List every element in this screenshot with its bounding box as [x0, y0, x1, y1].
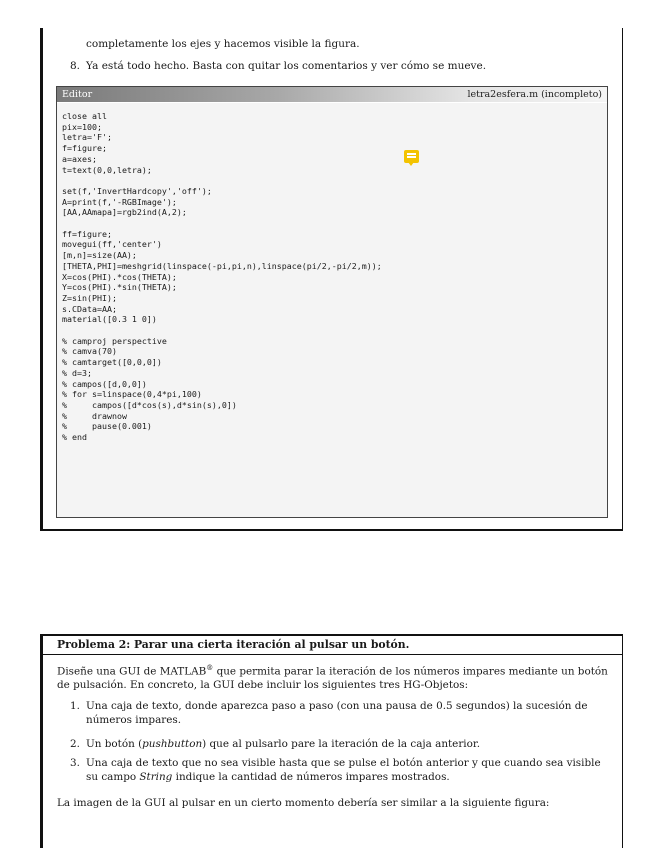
- lower-box-header-divider: [40, 654, 623, 655]
- problem-2-closing: La imagen de la GUI al pulsar en un cierto momento debería ser similar a la siguiente figura:: [57, 797, 550, 809]
- upper-box-right-border: [622, 28, 623, 530]
- list-item-number: 3.: [70, 757, 80, 769]
- code-area: [57, 103, 607, 517]
- continued-step-text: completamente los ejes y hacemos visible la figura.: [86, 38, 360, 50]
- upper-box-bottom-border: [40, 529, 623, 531]
- list-item-text: Una caja de texto, donde aparezca paso a paso (con una pausa de 0.5 segundos) la sucesión de números impares.: [86, 700, 588, 726]
- step-8-text: Ya está todo hecho. Basta con quitar los comentarios y ver cómo se mueve.: [86, 60, 487, 72]
- editor-header: [57, 87, 607, 102]
- code-listing: close all pix=100; letra='F'; f=figure; a=axes; t=text(0,0,letra); set(f,'InvertHardcopy','off'); A=print(f,'-RGBImage'); [AA,AAmapa]=rgb2ind(A,2); ff=figure; movegui(ff,'center') [m,n]=size(AA); [THETA,PHI]=meshgrid(linspace(-pi,pi,n),linspace(pi/2,-pi/2,m)); X=cos(PHI).*cos(THETA); Y=cos(PHI).*sin(THETA); Z=sin(PHI); s.CData=AA; material([0.3 1 0]) % camproj perspective % camva(70) % camtarget([0,0,0]) % d=3; % campos([d,0,0]) % for s=linspace(0,4*pi,100) % campos([d*cos(s),d*sin(s),0]) % drawnow % pause(0.001) % end: [62, 111, 382, 443]
- registered-mark: ®: [206, 664, 214, 672]
- problem-2-heading: Problema 2: Parar una cierta iteración al pulsar un botón.: [57, 638, 410, 651]
- problem-2-intro: Diseñe una GUI de MATLAB® que permita parar la iteración de los números impares mediante un botón de pulsación. En concreto, la GUI debe incluir los siguientes tres HG-Objetos:: [57, 664, 608, 692]
- list-item-1: [70, 699, 611, 727]
- list-item-number: 2.: [70, 738, 80, 750]
- lower-box-right-border: [622, 634, 623, 848]
- code-editor-panel: [56, 86, 608, 518]
- step-8-number: 8.: [70, 60, 81, 72]
- list-item-3: 3. Una caja de texto que no sea visible hasta que se pulse el botón anterior y que cuando sea visible su campo String indique la cantidad de números impares mostrados.: [70, 757, 601, 783]
- editor-filename: letra2esfera.m (incompleto): [467, 89, 602, 100]
- editor-title: Editor: [62, 89, 93, 100]
- comment-note-icon[interactable]: [404, 150, 419, 163]
- upper-box-left-border: [40, 28, 43, 530]
- lower-box-left-border: [40, 634, 43, 848]
- list-item-2: 2. Un botón (pushbutton) que al pulsarlo pare la iteración de la caja anterior.: [70, 738, 481, 750]
- lower-box-top-border: [40, 634, 623, 636]
- list-item-number: 1.: [70, 700, 80, 712]
